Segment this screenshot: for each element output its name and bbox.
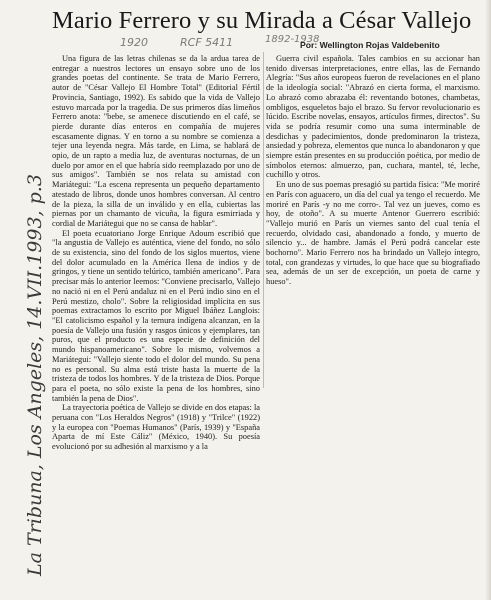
article-byline: Por: Wellington Rojas Valdebenito: [300, 40, 440, 50]
paragraph: La trayectoria poética de Vallejo se divide en dos etapas: la peruana con "Los Heraldos Negros" (1918) y "Trilce" (1922) y la europea con "Poemas Humanos" (París, 1939) y "España Aparta de mí Este Cáliz" (México, 1940). Su poesía evolucionó por su adhesión al marxismo y a la: [52, 403, 260, 452]
handwritten-code: RCF 5411: [180, 36, 234, 49]
page-edge-shadow: [485, 0, 491, 600]
article-left-column: [52, 54, 260, 452]
handwritten-year: 1920: [120, 36, 148, 49]
paragraph: El poeta ecuatoriano Jorge Enrique Adoum escribió que "la angustia de Vallejo es auténtica, viene del fondo, no sólo de su existencia, sino del fondo de los siglos muertos, viene del dolor acumulado en la América llena de indios y de gringos, y tiene un sentido telúrico, también americano". Para precisar más lo anterior leemos: "Conviene precisarlo, Vallejo no nació ni en el Perú andaluz ni en el Perú indio sino en el Perú mestizo, cholo". Sobre la religiosidad implícita en sus poemas extractamos lo escrito por Miguel Ibáñez Langlois: "El catolicismo español y la ternura indígena alcanzan, en la poesía de Vallejo una fusión y rasgos únicos y ejemplares, tan puros, que el producto es una especie de definición del mundo hispanoamericano". Sobre lo mismo, volvemos a Mariátegui: "Vallejo siente todo el dolor del mundo. Su pena no es personal. Su alma está triste hasta la muerte de la tristeza de todos los hombres. Y de la tristeza de Dios. Porque para el poeta, no sólo existe la pena de los hombres, sino también la pena de Dios".: [52, 228, 260, 403]
paragraph: Guerra civil española. Tales cambios en su accionar han tenido diversas interpretaciones, entre ellas, las de Fernando Alegría: "Sus años europeos fueron de revelaciones en el plano de la ideología social: "Abrazó en cierta forma, el marxismo. Lo abrazó como abrazaba él: reventando botones, chambetas, ombligos, esqueletos bajo el brazo. Su fervor revolucionario es lúcido. Escribe novelas, ensayos, artículos firmes, directos". Su vida se podría resumir como una suma interminable de desdichas y padecimientos, donde predominaron la tristeza, ansiedad y pobreza, elementos que nunca lo abandonaron y que siempre están presentes en su producción poética, por medio de símbolos eternos: almuerzo, pan, cuchara, mantel, té, leche, cuchillo y otros.: [266, 54, 480, 180]
handwritten-years-range: 1892-1938: [265, 34, 320, 45]
article-title: Mario Ferrero y su Mirada a César Vallejo: [52, 7, 472, 34]
handwritten-source-note: La Tribuna, Los Angeles, 14.VII.1993, p.3: [24, 174, 46, 576]
article-right-column: [266, 54, 480, 287]
column-divider: [263, 52, 264, 388]
paragraph: En uno de sus poemas presagió su partida física: "Me moriré en París con aguacero, un día del cual ya tengo el recuerdo. Me moriré en París -y no me corro-. Tal vez un jueves, como es hoy, de otoño". A su muerte Antenor Guerrero escribió: "Vallejo murió en París un viernes santo del cual tenía el recuerdo, olvidado casi, abandonado a fondo, y muerto de silencio y... de hambre. Jamás el Perú podrá cancelar este bochorno". Mario Ferrero nos ha brindado un Vallejo íntegro, total, con grandezas y virtudes, lo que hace que su biografiado sea, además de un ser de excepción, un poeta de carne y hueso".: [266, 180, 480, 287]
paragraph: Una figura de las letras chilenas se da la ardua tarea de entregar a nuestros lectores un ensayo sobre uno de los grandes poetas del continente. Se trata de Mario Ferrero, autor de "César Vallejo El Hombre Total" (Editorial Fértil Provincia, Santiago, 1992). Es sabido que la vida de Vallejo estuvo marcada por la tragedia. De sus primeros días limeños Ferrero anota: "bebe, se amenece discutiendo en el café, se pierde durante días enteros en compañía de mujeres escasamente dignas. Y en torno a su nombre se comienza a tejer una leyenda negra. Más tarde, en Lima, se hablará de opio, de un rapto a media luz, de aventuras nocturnas, de un duelo por amor en el que habría sido reemplazado por uno de sus amigos". También se nos relata su amistad con Mariátegui: "La escena representa un pequeño departamento atestado de libros, donde unos hombres conversan. Al centro de la pieza, la silla de un inválido y en ella, cubiertas las piernas por un chamanto de vicuña, la figura esmirriada y cordial de Mariátegui que no se cansa de hablar".: [52, 54, 260, 228]
